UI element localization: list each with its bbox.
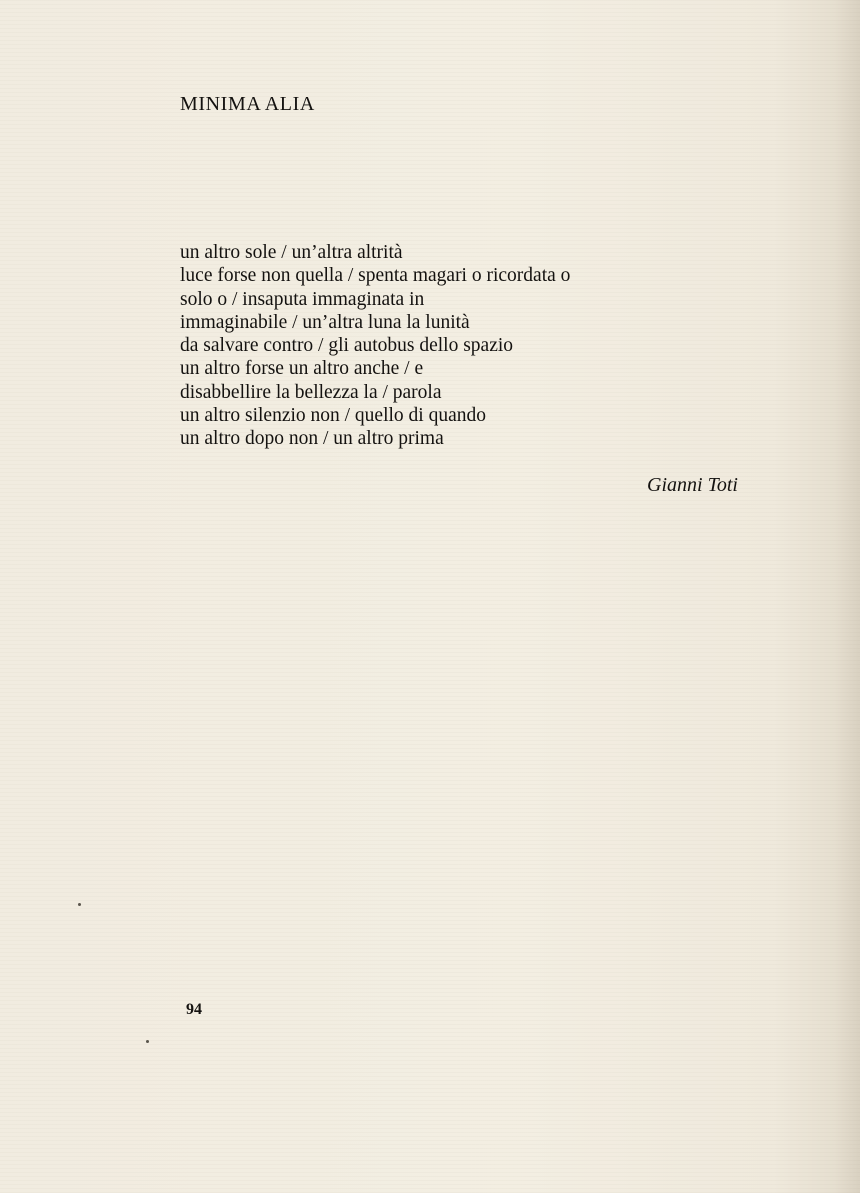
page-title: MINIMA ALIA (180, 93, 315, 115)
poem (180, 241, 660, 451)
poem-line: disabbellire la bellezza la / parola (180, 381, 442, 403)
poem-line: luce forse non quella / spenta magari o ricordata o (180, 265, 571, 287)
poem-line: un altro sole / un’altra altrità (180, 242, 403, 263)
poem-line: un altro dopo non / un altro prima (180, 428, 444, 450)
poem-line: da salvare contro / gli autobus dello spazio (180, 335, 514, 357)
page-number: 94 (186, 1001, 202, 1018)
poem-line: un altro forse un altro anche / e (180, 358, 424, 380)
author-signature: Gianni Toti (647, 474, 738, 496)
paper-speck (78, 903, 81, 906)
poem-line: un altro silenzio non / quello di quando (180, 405, 486, 427)
paper-speck (146, 1040, 149, 1043)
poem-line: solo o / insaputa immaginata in (180, 288, 425, 310)
poem-line: immaginabile / un’altra luna la lunità (180, 311, 470, 333)
